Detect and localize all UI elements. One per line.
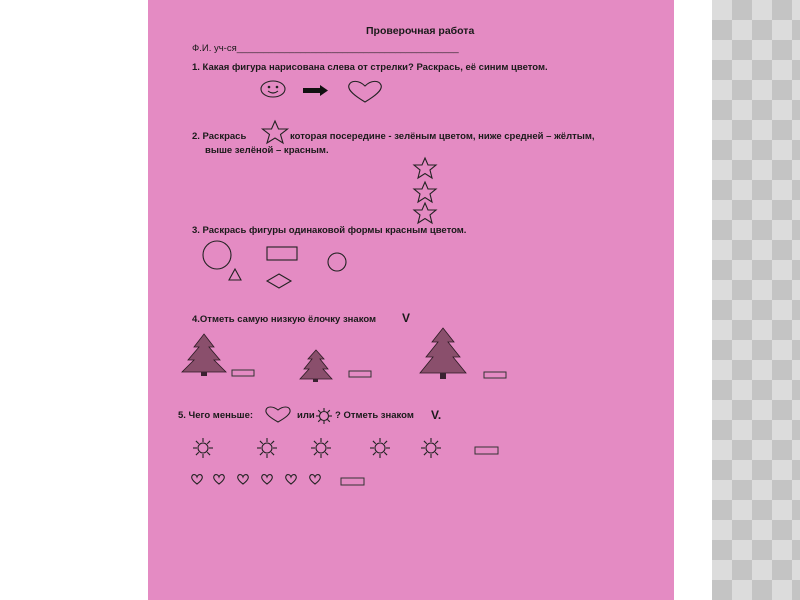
question-5-text-c: ? Отметь знаком xyxy=(335,410,414,421)
question-1-text: 1. Какая фигура нарисована слева от стрелки? Раскрась, её синим цветом. xyxy=(192,62,548,73)
pink-sheet xyxy=(148,0,674,600)
question-4-mark: V xyxy=(402,311,411,325)
question-5-text-b: или xyxy=(297,410,315,421)
question-3-text: 3. Раскрась фигуры одинаковой формы красным цветом. xyxy=(192,225,467,236)
question-5-text-a: 5. Чего меньше: xyxy=(178,410,254,421)
question-4-text: 4.Отметь самую низкую ёлочку знаком xyxy=(192,314,377,325)
worksheet-title: Проверочная работа xyxy=(366,25,475,37)
checker-pattern-background xyxy=(712,0,800,600)
student-name-line: Ф.И. уч-ся__________________________________________ xyxy=(192,43,459,54)
question-2-text-b: которая посередине - зелёным цветом, ниже средней – жёлтым, xyxy=(290,131,595,142)
question-5-mark: V. xyxy=(431,408,442,422)
question-2-text-a: 2. Раскрась xyxy=(192,131,247,142)
worksheet-page xyxy=(148,0,674,600)
question-2-text-c: выше зелёной – красным. xyxy=(205,145,329,156)
